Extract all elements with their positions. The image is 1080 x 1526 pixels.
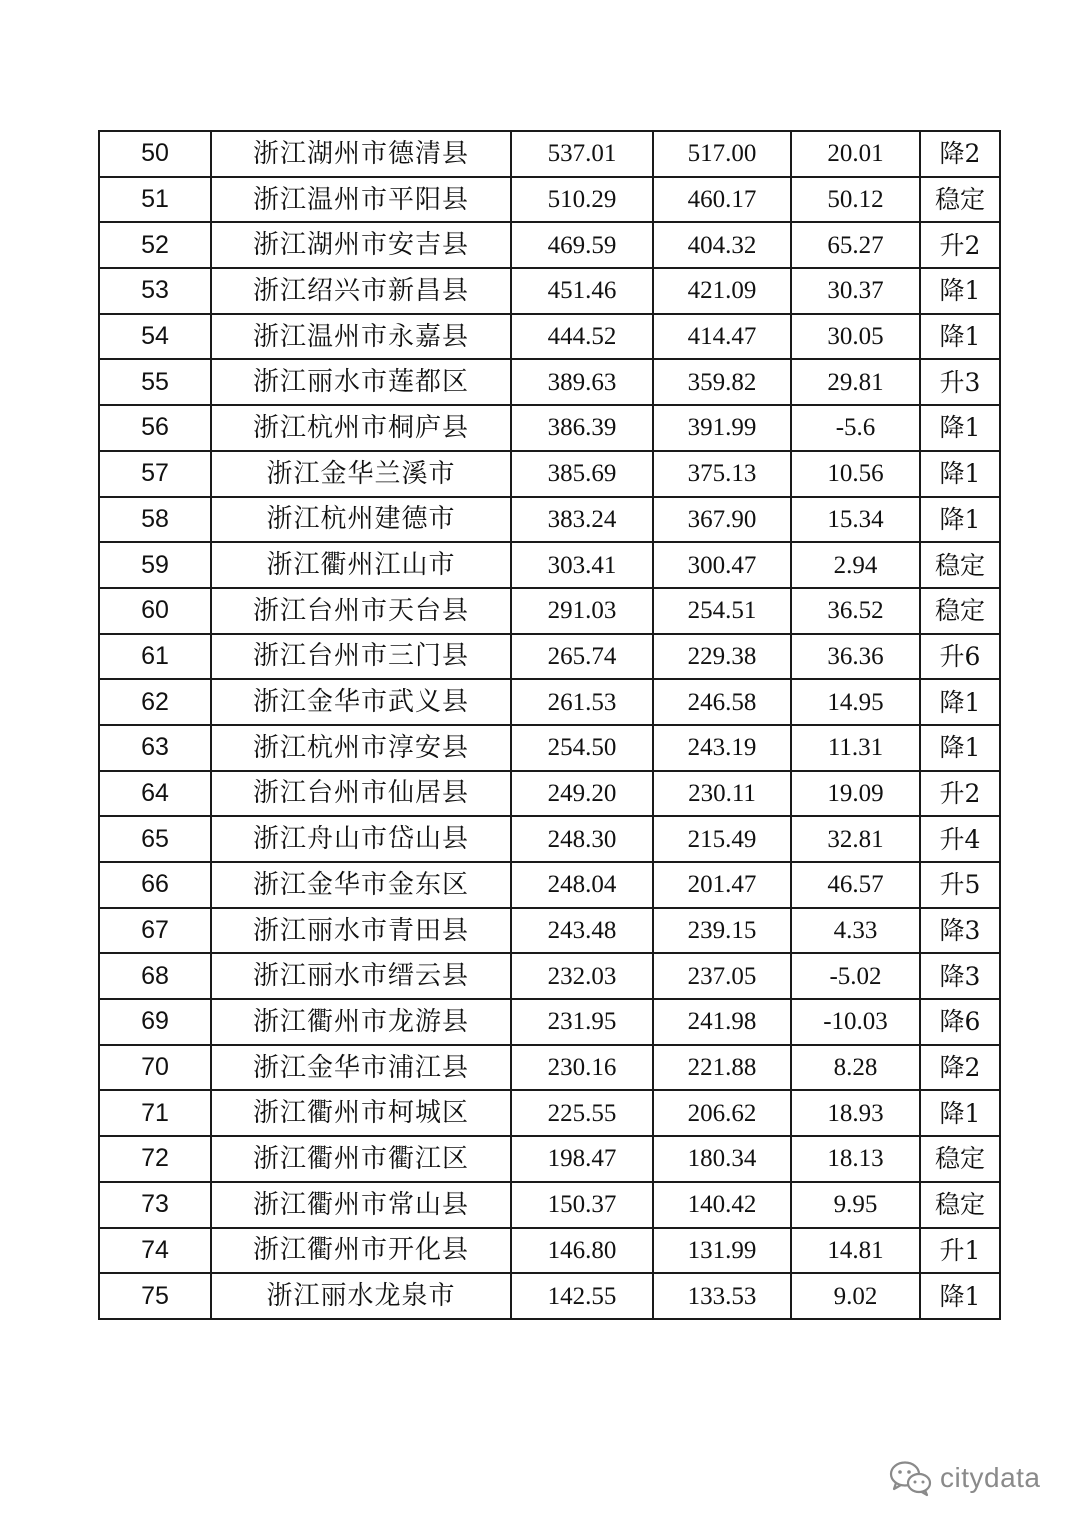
region-name-cell: 浙江金华市武义县 [211,679,511,725]
rank-cell: 52 [99,222,211,268]
value-current-cell: 291.03 [511,588,653,634]
value-difference-cell: 36.36 [791,634,920,680]
wechat-icon [888,1458,934,1498]
value-previous-cell: 237.05 [653,953,791,999]
value-difference-cell: -5.6 [791,405,920,451]
table-row [99,1228,1000,1274]
value-current-cell: 232.03 [511,953,653,999]
value-difference-cell: 50.12 [791,177,920,223]
rank-change-cell: 稳定 [920,588,1000,634]
rank-change-cell: 升3 [920,359,1000,405]
value-difference-cell: 30.37 [791,268,920,314]
region-name-cell: 浙江台州市仙居县 [211,771,511,817]
table-row [99,862,1000,908]
rank-cell: 68 [99,953,211,999]
value-difference-cell: 29.81 [791,359,920,405]
table-row [99,314,1000,360]
rank-cell: 55 [99,359,211,405]
rank-change-cell: 降1 [920,1273,1000,1319]
region-name-cell: 浙江衢州市开化县 [211,1228,511,1274]
table-row [99,725,1000,771]
rank-change-cell: 降3 [920,953,1000,999]
value-previous-cell: 517.00 [653,131,791,177]
value-difference-cell: 2.94 [791,542,920,588]
value-difference-cell: 20.01 [791,131,920,177]
value-previous-cell: 367.90 [653,497,791,543]
rank-change-cell: 升2 [920,771,1000,817]
value-difference-cell: 30.05 [791,314,920,360]
rank-cell: 66 [99,862,211,908]
rank-cell: 58 [99,497,211,543]
rank-cell: 54 [99,314,211,360]
table-row [99,771,1000,817]
rank-cell: 70 [99,1045,211,1091]
ranking-table-body [99,131,1000,1319]
region-name-cell: 浙江台州市天台县 [211,588,511,634]
table-row [99,222,1000,268]
ranking-table [98,130,1001,1320]
rank-cell: 74 [99,1228,211,1274]
rank-change-cell: 稳定 [920,1136,1000,1182]
value-previous-cell: 239.15 [653,908,791,954]
value-current-cell: 198.47 [511,1136,653,1182]
rank-cell: 50 [99,131,211,177]
region-name-cell: 浙江杭州建德市 [211,497,511,543]
value-current-cell: 249.20 [511,771,653,817]
rank-cell: 67 [99,908,211,954]
rank-change-cell: 稳定 [920,177,1000,223]
region-name-cell: 浙江丽水市莲都区 [211,359,511,405]
region-name-cell: 浙江衢州市常山县 [211,1182,511,1228]
value-current-cell: 248.04 [511,862,653,908]
rank-change-cell: 降6 [920,999,1000,1045]
rank-cell: 75 [99,1273,211,1319]
value-current-cell: 261.53 [511,679,653,725]
value-current-cell: 150.37 [511,1182,653,1228]
table-row [99,634,1000,680]
value-difference-cell: 18.13 [791,1136,920,1182]
rank-cell: 59 [99,542,211,588]
value-previous-cell: 243.19 [653,725,791,771]
rank-cell: 69 [99,999,211,1045]
value-previous-cell: 140.42 [653,1182,791,1228]
value-current-cell: 146.80 [511,1228,653,1274]
value-current-cell: 231.95 [511,999,653,1045]
table-row [99,268,1000,314]
rank-change-cell: 稳定 [920,542,1000,588]
value-previous-cell: 230.11 [653,771,791,817]
value-current-cell: 225.55 [511,1090,653,1136]
table-row [99,953,1000,999]
rank-change-cell: 降1 [920,314,1000,360]
rank-change-cell: 降1 [920,725,1000,771]
value-previous-cell: 229.38 [653,634,791,680]
rank-change-cell: 降3 [920,908,1000,954]
rank-change-cell: 降2 [920,131,1000,177]
value-previous-cell: 131.99 [653,1228,791,1274]
value-previous-cell: 421.09 [653,268,791,314]
region-name-cell: 浙江金华市浦江县 [211,1045,511,1091]
value-previous-cell: 246.58 [653,679,791,725]
rank-change-cell: 降2 [920,1045,1000,1091]
rank-change-cell: 升5 [920,862,1000,908]
rank-cell: 51 [99,177,211,223]
rank-change-cell: 降1 [920,405,1000,451]
region-name-cell: 浙江丽水市青田县 [211,908,511,954]
table-row [99,1273,1000,1319]
value-previous-cell: 300.47 [653,542,791,588]
value-difference-cell: 36.52 [791,588,920,634]
rank-cell: 64 [99,771,211,817]
rank-change-cell: 降1 [920,679,1000,725]
region-name-cell: 浙江衢州市柯城区 [211,1090,511,1136]
value-previous-cell: 206.62 [653,1090,791,1136]
value-difference-cell: -10.03 [791,999,920,1045]
region-name-cell: 浙江湖州市德清县 [211,131,511,177]
value-current-cell: 451.46 [511,268,653,314]
value-current-cell: 303.41 [511,542,653,588]
value-current-cell: 469.59 [511,222,653,268]
value-difference-cell: -5.02 [791,953,920,999]
value-previous-cell: 254.51 [653,588,791,634]
region-name-cell: 浙江丽水市缙云县 [211,953,511,999]
rank-change-cell: 升2 [920,222,1000,268]
value-difference-cell: 11.31 [791,725,920,771]
watermark-text: citydata [940,1462,1041,1493]
value-difference-cell: 65.27 [791,222,920,268]
value-previous-cell: 180.34 [653,1136,791,1182]
rank-cell: 63 [99,725,211,771]
table-row [99,497,1000,543]
rank-cell: 60 [99,588,211,634]
table-row [99,588,1000,634]
value-previous-cell: 404.32 [653,222,791,268]
table-row [99,679,1000,725]
value-current-cell: 444.52 [511,314,653,360]
rank-change-cell: 降1 [920,451,1000,497]
rank-cell: 61 [99,634,211,680]
value-current-cell: 537.01 [511,131,653,177]
table-row [99,908,1000,954]
value-current-cell: 510.29 [511,177,653,223]
table-row [99,177,1000,223]
value-difference-cell: 32.81 [791,816,920,862]
value-current-cell: 230.16 [511,1045,653,1091]
table-row [99,405,1000,451]
rank-cell: 73 [99,1182,211,1228]
rank-cell: 72 [99,1136,211,1182]
region-name-cell: 浙江台州市三门县 [211,634,511,680]
value-difference-cell: 9.02 [791,1273,920,1319]
value-difference-cell: 18.93 [791,1090,920,1136]
value-previous-cell: 241.98 [653,999,791,1045]
value-current-cell: 254.50 [511,725,653,771]
value-previous-cell: 221.88 [653,1045,791,1091]
table-row [99,131,1000,177]
value-current-cell: 265.74 [511,634,653,680]
region-name-cell: 浙江杭州市淳安县 [211,725,511,771]
value-current-cell: 385.69 [511,451,653,497]
value-current-cell: 386.39 [511,405,653,451]
value-current-cell: 248.30 [511,816,653,862]
value-current-cell: 389.63 [511,359,653,405]
rank-cell: 56 [99,405,211,451]
table-row [99,451,1000,497]
region-name-cell: 浙江金华兰溪市 [211,451,511,497]
region-name-cell: 浙江衢州市龙游县 [211,999,511,1045]
region-name-cell: 浙江温州市永嘉县 [211,314,511,360]
value-difference-cell: 46.57 [791,862,920,908]
region-name-cell: 浙江温州市平阳县 [211,177,511,223]
region-name-cell: 浙江杭州市桐庐县 [211,405,511,451]
rank-change-cell: 升1 [920,1228,1000,1274]
rank-change-cell: 降1 [920,268,1000,314]
rank-cell: 65 [99,816,211,862]
rank-change-cell: 升6 [920,634,1000,680]
region-name-cell: 浙江金华市金东区 [211,862,511,908]
rank-change-cell: 稳定 [920,1182,1000,1228]
region-name-cell: 浙江绍兴市新昌县 [211,268,511,314]
rank-change-cell: 降1 [920,497,1000,543]
value-previous-cell: 375.13 [653,451,791,497]
value-difference-cell: 14.95 [791,679,920,725]
table-row [99,1090,1000,1136]
value-difference-cell: 4.33 [791,908,920,954]
value-previous-cell: 215.49 [653,816,791,862]
value-previous-cell: 133.53 [653,1273,791,1319]
value-previous-cell: 201.47 [653,862,791,908]
value-difference-cell: 14.81 [791,1228,920,1274]
table-row [99,1136,1000,1182]
value-previous-cell: 460.17 [653,177,791,223]
region-name-cell: 浙江丽水龙泉市 [211,1273,511,1319]
watermark [888,1458,1041,1498]
rank-cell: 62 [99,679,211,725]
value-difference-cell: 10.56 [791,451,920,497]
value-current-cell: 383.24 [511,497,653,543]
value-previous-cell: 391.99 [653,405,791,451]
table-row [99,816,1000,862]
value-previous-cell: 414.47 [653,314,791,360]
table-row [99,1182,1000,1228]
region-name-cell: 浙江衢州市衢江区 [211,1136,511,1182]
value-previous-cell: 359.82 [653,359,791,405]
region-name-cell: 浙江舟山市岱山县 [211,816,511,862]
region-name-cell: 浙江衢州江山市 [211,542,511,588]
rank-change-cell: 升4 [920,816,1000,862]
value-current-cell: 243.48 [511,908,653,954]
value-difference-cell: 15.34 [791,497,920,543]
value-difference-cell: 9.95 [791,1182,920,1228]
table-row [99,542,1000,588]
value-current-cell: 142.55 [511,1273,653,1319]
table-row [99,999,1000,1045]
table-row [99,1045,1000,1091]
table-row [99,359,1000,405]
rank-change-cell: 降1 [920,1090,1000,1136]
value-difference-cell: 8.28 [791,1045,920,1091]
region-name-cell: 浙江湖州市安吉县 [211,222,511,268]
rank-cell: 53 [99,268,211,314]
rank-cell: 71 [99,1090,211,1136]
rank-cell: 57 [99,451,211,497]
value-difference-cell: 19.09 [791,771,920,817]
